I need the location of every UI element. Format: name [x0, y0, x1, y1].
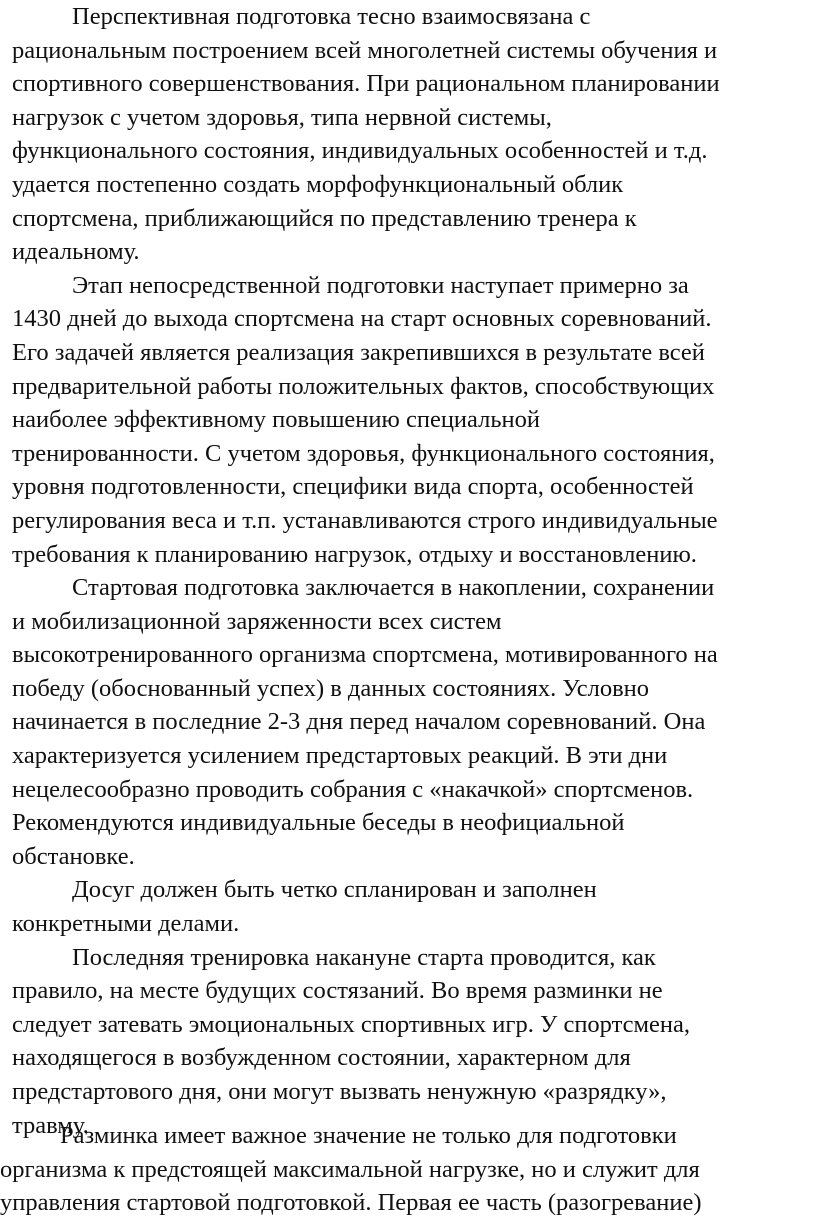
paragraph-2: [12, 269, 810, 571]
text-line: конкретными делами.: [12, 910, 240, 938]
text-line: уровня подготовленности, специфики вида спорта, особенностей: [12, 473, 694, 501]
text-line: победу (обоснованный успех) в данных состояниях. Условно: [12, 674, 650, 702]
text-line: предстартового дня, они могут вызвать ненужную «разрядку»,: [12, 1078, 667, 1105]
text-line: тренированности. С учетом здоровья, функционального состояния,: [12, 439, 715, 467]
text-line: Перспективная подготовка тесно взаимосвязана с: [72, 3, 591, 30]
text-line: требования к планированию нагрузок, отдыху и восстановлению.: [12, 540, 697, 568]
text-line: Досуг должен быть четко спланирован и заполнен: [72, 876, 597, 904]
text-line: управления стартовой подготовкой. Первая ее часть (разогревание): [0, 1189, 702, 1217]
text-line: начинается в последние 2-3 дня перед началом соревнований. Она: [12, 708, 706, 736]
text-line: обстановке.: [12, 842, 135, 870]
text-line: предварительной работы положительных фактов, способствующих: [12, 372, 715, 400]
text-line: функционального состояния, индивидуальных особенностей и т.д.: [12, 137, 708, 165]
document-body: [12, 0, 810, 1142]
paragraph-4: [12, 873, 810, 940]
text-line: правило, на месте будущих состязаний. Во время разминки не: [12, 977, 663, 1005]
text-line: регулирования веса и т.п. устанавливаются строго индивидуальные: [12, 506, 718, 534]
text-line: высокотренированного организма спортсмена, мотивированного на: [12, 641, 718, 669]
text-line: травму.: [12, 1111, 89, 1139]
paragraph-3: [12, 571, 810, 873]
text-line: нецелесообразно проводить собрания с «накачкой» спортсменов.: [12, 775, 694, 803]
text-line: удается постепенно создать морфофункциональный облик: [12, 170, 624, 198]
text-line: Его задачей является реализация закрепившихся в результате всей: [12, 338, 705, 366]
text-line: спортивного совершенствования. При рациональном планировании: [12, 70, 720, 98]
text-line: характеризуется усилением предстартовых реакций. В эти дни: [12, 742, 668, 770]
text-line: Этап непосредственной подготовки наступает примерно за: [72, 271, 689, 299]
text-line: Разминка имеет важное значение не только для подготовки: [60, 1122, 677, 1149]
text-line: идеальному.: [12, 238, 140, 266]
text-line: спортсмена, приближающийся по представлению тренера к: [12, 204, 637, 232]
text-line: организма к предстоящей максимальной нагрузке, но и служит для: [0, 1155, 700, 1183]
text-line: Стартовая подготовка заключается в накоплении, сохранении: [72, 574, 715, 602]
text-line: следует затевать эмоциональных спортивных игр. У спортсмена,: [12, 1010, 690, 1038]
text-line: наиболее эффективному повышению специальной: [12, 406, 541, 434]
text-line: нагрузок с учетом здоровья, типа нервной системы,: [12, 103, 552, 131]
text-line: 1430 дней до выхода спортсмена на старт основных соревнований.: [12, 305, 712, 333]
text-line: рациональным построением всей многолетней системы обучения и: [12, 36, 718, 64]
paragraph-5: [12, 941, 810, 1143]
paragraph-6: [0, 1119, 812, 1220]
text-line: и мобилизационной заряженности всех систем: [12, 607, 502, 635]
text-line: Рекомендуются индивидуальные беседы в неофициальной: [12, 809, 625, 837]
text-line: находящегося в возбужденном состоянии, характерном для: [12, 1044, 631, 1072]
text-line: Последняя тренировка накануне старта проводится, как: [72, 943, 656, 971]
paragraph-1: [12, 0, 810, 269]
